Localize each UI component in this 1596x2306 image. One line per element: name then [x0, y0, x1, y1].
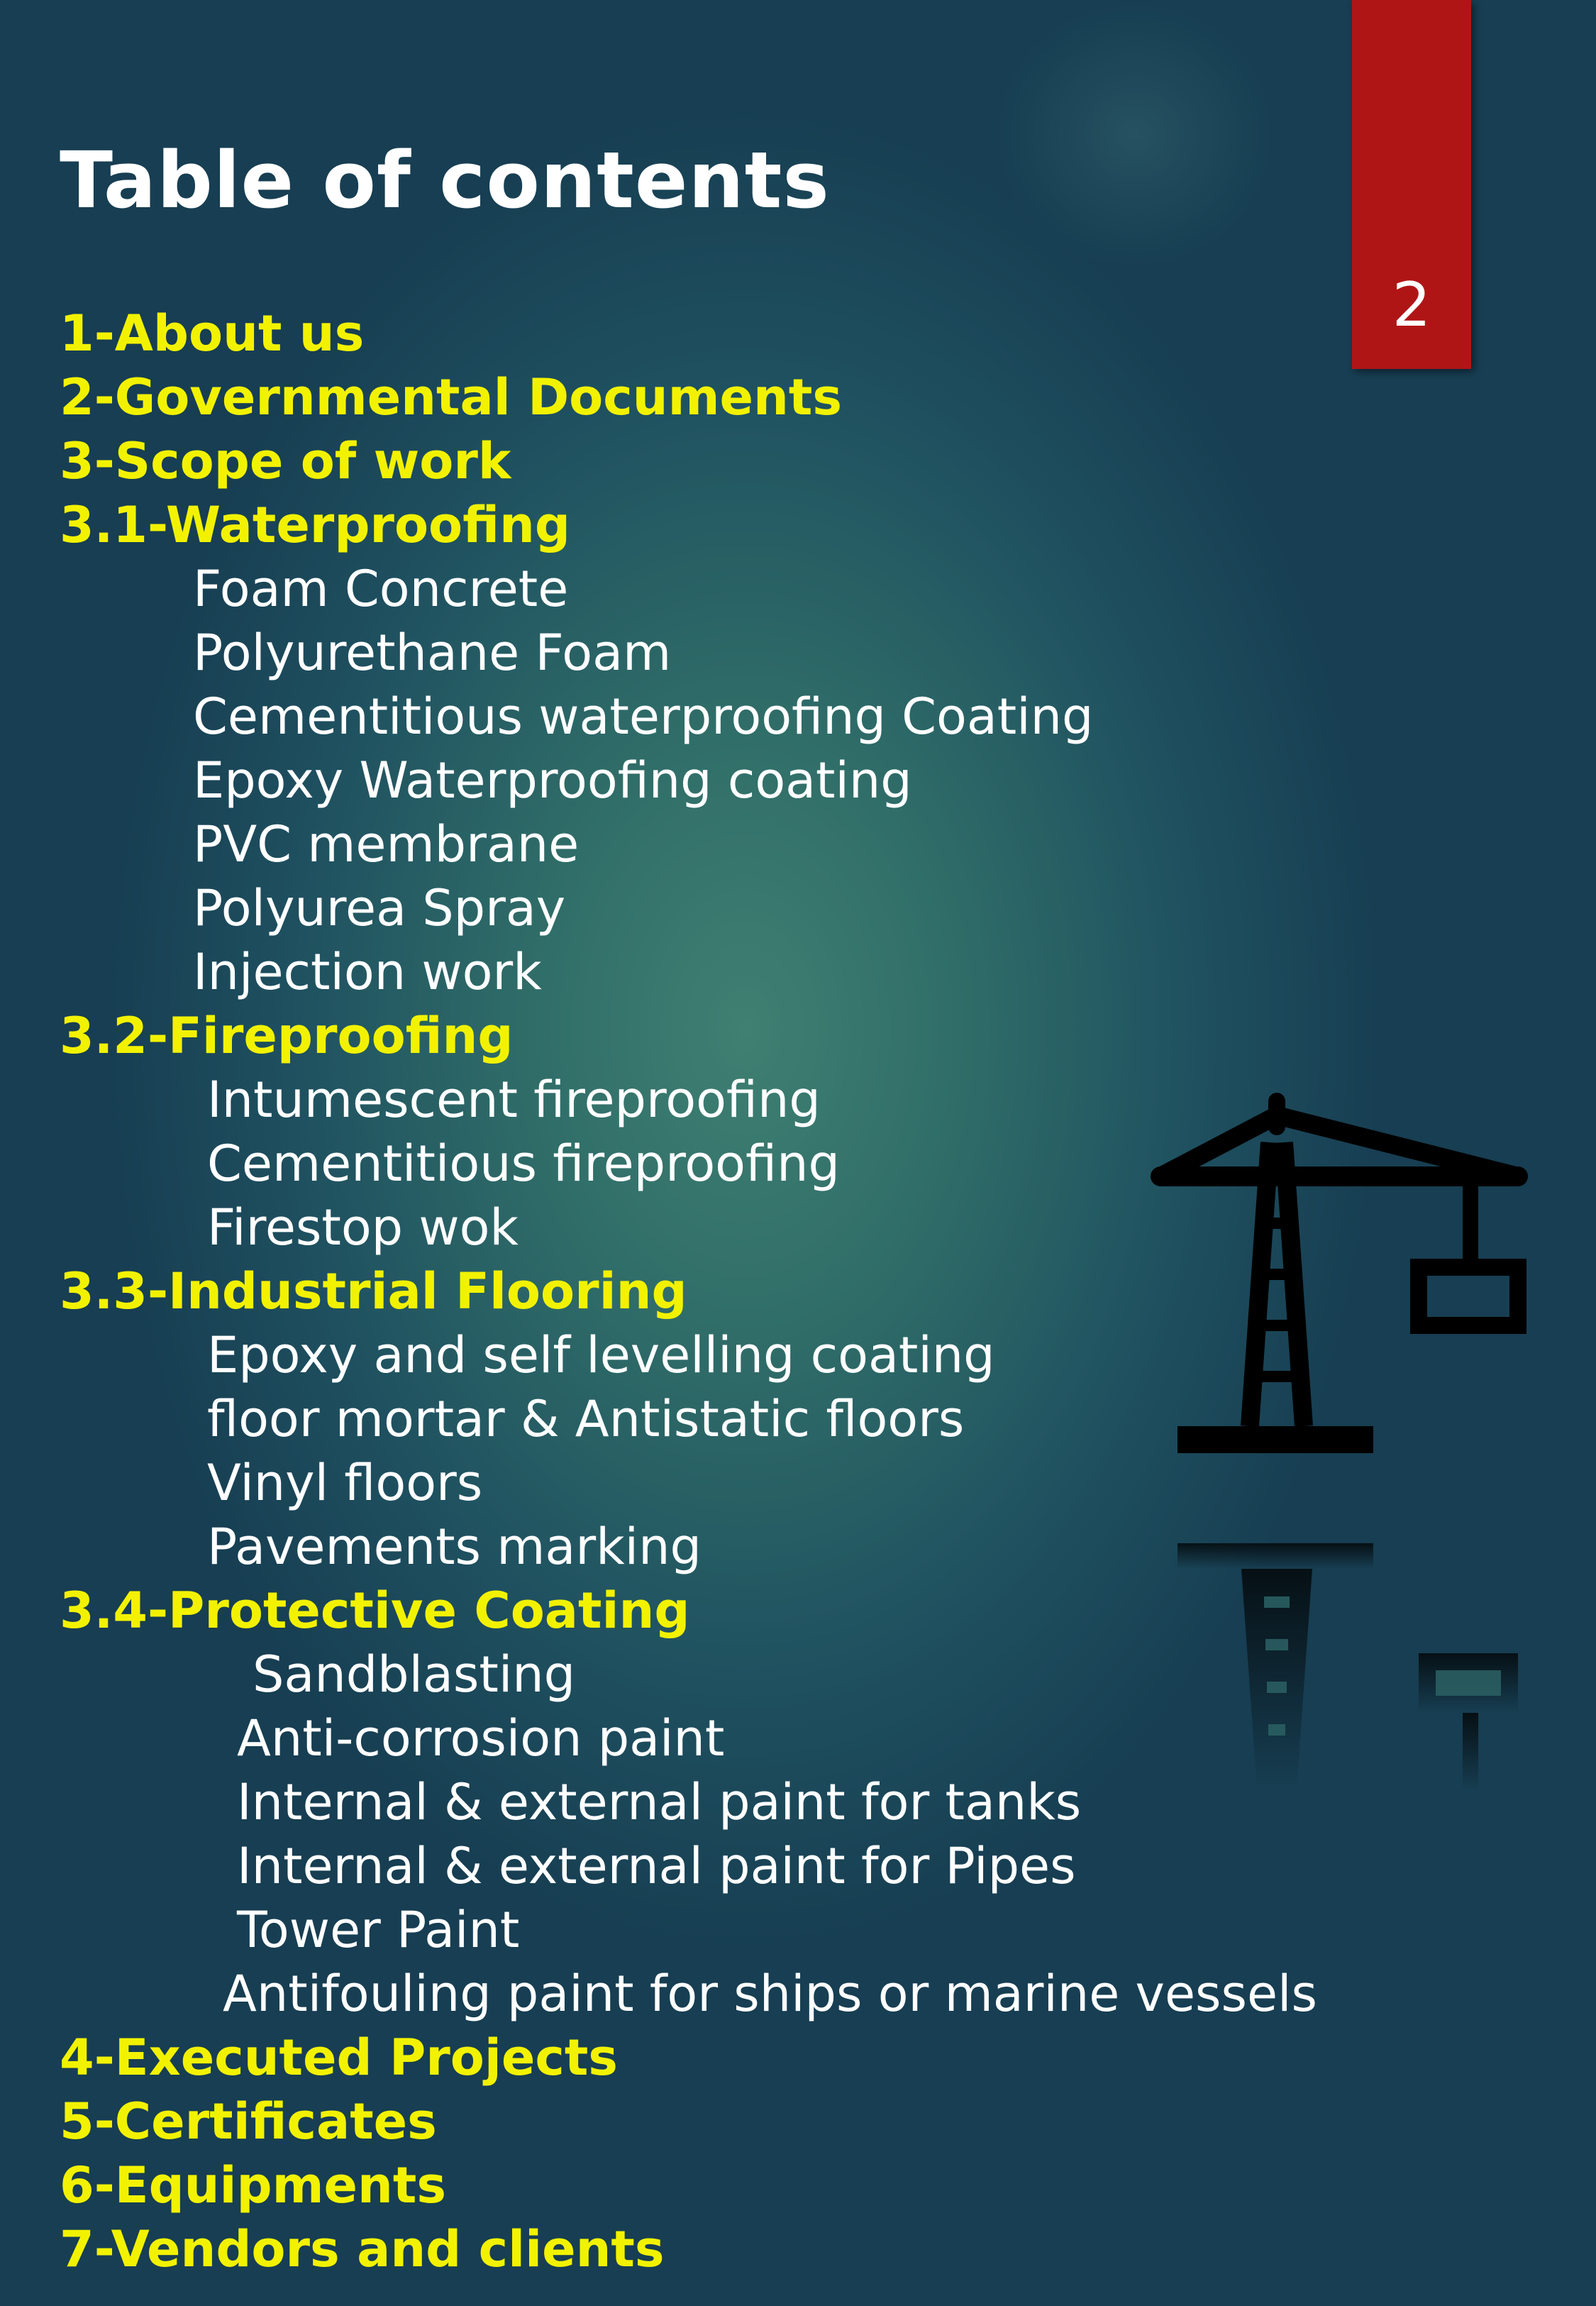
- toc-item-vendors-and-clients[interactable]: 7-Vendors and clients: [60, 2220, 665, 2278]
- toc-subitem[interactable]: Firestop wok: [207, 1198, 519, 1257]
- crane-icon: [1135, 1078, 1532, 1816]
- toc-subitem[interactable]: Epoxy Waterproofing coating: [193, 751, 912, 810]
- toc-subitem[interactable]: Sandblasting: [253, 1645, 576, 1704]
- toc-subitem[interactable]: Internal & external paint for Pipes: [237, 1837, 1076, 1895]
- toc-subitem[interactable]: Polyurethane Foam: [193, 624, 672, 682]
- toc-item-about-us[interactable]: 1-About us: [60, 304, 365, 363]
- toc-subitem[interactable]: floor mortar & Antistatic floors: [207, 1390, 965, 1448]
- toc-subitem[interactable]: Foam Concrete: [193, 560, 569, 618]
- toc-subitem[interactable]: Antifouling paint for ships or marine vessels: [223, 1965, 1317, 2023]
- toc-item-equipments[interactable]: 6-Equipments: [60, 2156, 446, 2214]
- toc-item-certificates[interactable]: 5-Certificates: [60, 2092, 437, 2151]
- toc-subitem[interactable]: Cementitious waterproofing Coating: [193, 688, 1094, 746]
- toc-subitem[interactable]: Epoxy and self levelling coating: [207, 1326, 995, 1384]
- toc-subitem[interactable]: Vinyl floors: [207, 1454, 483, 1512]
- toc-subitem[interactable]: PVC membrane: [193, 815, 580, 873]
- toc-item-protective-coating[interactable]: 3.4-Protective Coating: [60, 1582, 690, 1640]
- toc-subitem[interactable]: Intumescent fireproofing: [207, 1071, 821, 1129]
- page-title: Table of contents: [60, 135, 830, 226]
- toc-subitem[interactable]: Injection work: [193, 943, 542, 1001]
- toc-subitem[interactable]: Cementitious fireproofing: [207, 1135, 840, 1193]
- page-number: 2: [1392, 270, 1431, 341]
- toc-item-scope-of-work[interactable]: 3-Scope of work: [60, 432, 511, 490]
- toc-item-fireproofing[interactable]: 3.2-Fireproofing: [60, 1007, 514, 1065]
- toc-subitem[interactable]: Anti-corrosion paint: [237, 1709, 725, 1767]
- toc-item-executed-projects[interactable]: 4-Executed Projects: [60, 2029, 618, 2087]
- toc-subitem[interactable]: Pavements marking: [207, 1518, 702, 1576]
- toc-item-governmental-documents[interactable]: 2-Governmental Documents: [60, 368, 842, 426]
- toc-subitem[interactable]: Polyurea Spray: [193, 879, 566, 937]
- toc-item-waterproofing[interactable]: 3.1-Waterproofing: [60, 496, 570, 554]
- toc-subitem[interactable]: Internal & external paint for tanks: [237, 1773, 1082, 1831]
- toc-item-industrial-flooring[interactable]: 3.3-Industrial Flooring: [60, 1262, 687, 1320]
- toc-subitem[interactable]: Tower Paint: [237, 1901, 520, 1959]
